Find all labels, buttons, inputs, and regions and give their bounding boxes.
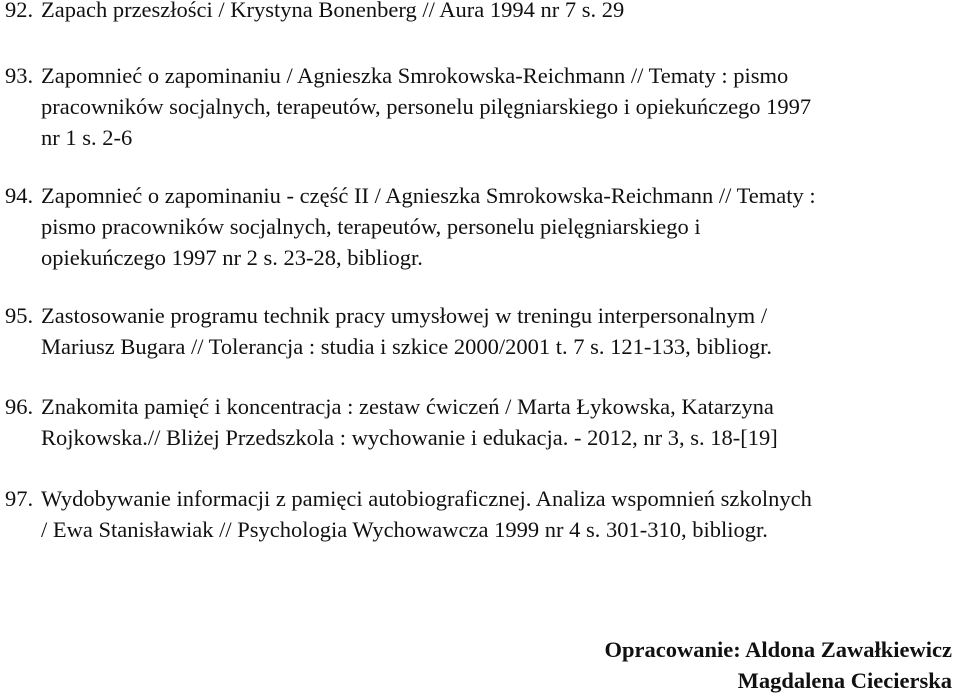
- entry-text: Zapomnieć o zapominaniu - część II / Agnieszka Smrokowska-Reichmann // Tematy :: [41, 183, 816, 208]
- entry-line: nr 1 s. 2-6: [41, 125, 133, 150]
- entry-text: Zapomnieć o zapominaniu / Agnieszka Smrokowska-Reichmann // Tematy : pismo: [41, 63, 789, 88]
- entry-number: 93.: [5, 63, 34, 88]
- bibliography-entry: [5, 483, 953, 545]
- entry-number: 92.: [5, 0, 34, 22]
- compiler-signature: [605, 634, 953, 696]
- bibliography-entry: [5, 391, 953, 453]
- entry-line: opiekuńczego 1997 nr 2 s. 23-28, bibliogr.: [41, 245, 423, 270]
- entry-number: 95.: [5, 303, 34, 328]
- bibliography-entry: [5, 60, 953, 153]
- entry-number: 94.: [5, 183, 34, 208]
- bibliography-entry: [5, 0, 953, 25]
- entry-line: [5, 180, 953, 211]
- signature-line-compiled-by: Opracowanie: Aldona Zawałkiewicz: [604, 637, 952, 662]
- entry-text: Wydobywanie informacji z pamięci autobiograficznej. Analiza wspomnień szkolnych: [41, 486, 812, 511]
- entry-line: [5, 391, 953, 422]
- entry-line: [5, 0, 953, 25]
- signature-line-second-author: Magdalena Ciecierska: [737, 668, 952, 693]
- entry-line: Mariusz Bugara // Tolerancja : studia i szkice 2000/2001 t. 7 s. 121-133, bibliogr.: [41, 334, 773, 359]
- entry-line: [5, 300, 953, 331]
- bibliography-entry: [5, 300, 953, 362]
- entry-text: Zapach przeszłości / Krystyna Bonenberg // Aura 1994 nr 7 s. 29: [41, 0, 625, 22]
- entry-text: Zastosowanie programu technik pracy umysłowej w treningu interpersonalnym /: [41, 303, 768, 328]
- entry-line: pismo pracowników socjalnych, terapeutów, personelu pielęgniarskiego i: [41, 214, 701, 239]
- entry-line: pracowników socjalnych, terapeutów, personelu pilęgniarskiego i opiekuńczego 1997: [41, 94, 812, 119]
- bibliography-entry: [5, 180, 953, 273]
- entry-line: / Ewa Stanisławiak // Psychologia Wychowawcza 1999 nr 4 s. 301-310, bibliogr.: [41, 517, 768, 542]
- entry-line: [5, 60, 953, 91]
- entry-line: [5, 483, 953, 514]
- entry-text: Znakomita pamięć i koncentracja : zestaw ćwiczeń / Marta Łykowska, Katarzyna: [41, 394, 774, 419]
- entry-number: 96.: [5, 394, 34, 419]
- entry-number: 97.: [5, 486, 34, 511]
- entry-line: Rojkowska.// Bliżej Przedszkola : wychowanie i edukacja. - 2012, nr 3, s. 18-[19]: [41, 425, 778, 450]
